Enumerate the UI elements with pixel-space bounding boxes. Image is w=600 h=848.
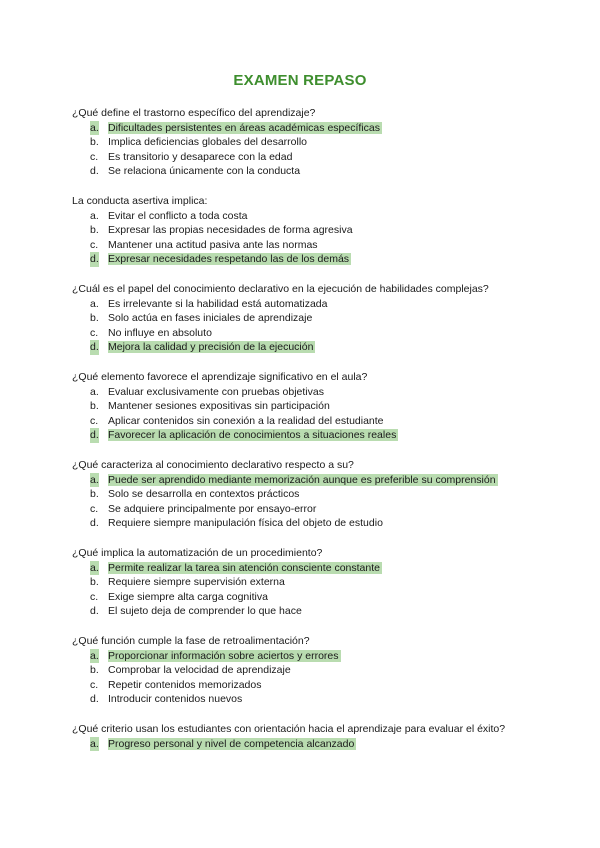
question-6: [72, 546, 532, 619]
option-d: d. Requiere siempre manipulación física del objeto de estudio: [90, 517, 383, 530]
option-c: c. Se adquiere principalmente por ensayo-error: [90, 502, 317, 515]
question-text: ¿Qué función cumple la fase de retroalimentación?: [72, 635, 310, 647]
question-text: ¿Qué elemento favorece el aprendizaje significativo en el aula?: [72, 371, 368, 383]
option-b: b. Comprobar la velocidad de aprendizaje: [90, 664, 291, 677]
question-3: [72, 282, 532, 355]
question-text: La conducta asertiva implica:: [72, 195, 208, 207]
question-5: [72, 458, 532, 531]
option-c: c. Exige siempre alta carga cognitiva: [90, 590, 268, 603]
option-a: a. Proporcionar información sobre aciertos y errores: [90, 649, 339, 662]
option-d: d. Introducir contenidos nuevos: [90, 693, 243, 706]
option-a: a. Evitar el conflicto a toda costa: [90, 209, 248, 222]
question-4: [72, 370, 532, 443]
option-b: b. Expresar las propias necesidades de forma agresiva: [90, 224, 353, 237]
question-text: ¿Cuál es el papel del conocimiento declarativo en la ejecución de habilidades complejas?: [72, 283, 489, 295]
option-c: c. Mantener una actitud pasiva ante las normas: [90, 238, 318, 251]
option-c: c. Es transitorio y desaparece con la edad: [90, 150, 293, 163]
option-b: b. Solo se desarrolla en contextos prácticos: [90, 488, 300, 501]
option-a: a. Evaluar exclusivamente con pruebas objetivas: [90, 385, 324, 398]
question-8: [72, 722, 532, 751]
question-text: ¿Qué caracteriza al conocimiento declarativo respecto a su?: [72, 459, 354, 471]
question-text: ¿Qué implica la automatización de un procedimiento?: [72, 547, 323, 559]
option-b: b. Implica deficiencias globales del desarrollo: [90, 136, 308, 149]
option-d: d. Expresar necesidades respetando las de los demás: [90, 253, 350, 266]
option-a: a. Dificultades persistentes en áreas académicas específicas: [90, 121, 380, 134]
option-b: b. Requiere siempre supervisión externa: [90, 576, 285, 589]
option-d: d. Favorecer la aplicación de conocimientos a situaciones reales: [90, 429, 397, 442]
option-c: c. No influye en absoluto: [90, 326, 212, 339]
option-a: a. Es irrelevante si la habilidad está automatizada: [90, 297, 328, 310]
option-d: d. El sujeto deja de comprender lo que hace: [90, 605, 302, 618]
option-a: a. Puede ser aprendido mediante memorización aunque es preferible su comprensión: [90, 473, 496, 486]
option-c: c. Repetir contenidos memorizados: [90, 678, 262, 691]
question-2: [72, 194, 532, 267]
question-text: ¿Qué criterio usan los estudiantes con orientación hacia el aprendizaje para evaluar el éxito?: [72, 723, 506, 735]
option-d: d. Se relaciona únicamente con la conducta: [90, 165, 301, 178]
question-1: [72, 106, 532, 179]
question-7: [72, 634, 532, 707]
option-b: b. Solo actúa en fases iniciales de aprendizaje: [90, 312, 313, 325]
option-d: d. Mejora la calidad y precisión de la ejecución: [90, 341, 314, 354]
option-a: a. Progreso personal y nivel de competencia alcanzado: [90, 737, 355, 750]
option-a: a. Permite realizar la tarea sin atención consciente constante: [90, 561, 380, 574]
option-b: b. Mantener sesiones expositivas sin participación: [90, 400, 330, 413]
question-text: ¿Qué define el trastorno específico del aprendizaje?: [72, 107, 316, 119]
option-c: c. Aplicar contenidos sin conexión a la realidad del estudiante: [90, 414, 384, 427]
page-title: EXAMEN REPASO: [233, 72, 367, 89]
